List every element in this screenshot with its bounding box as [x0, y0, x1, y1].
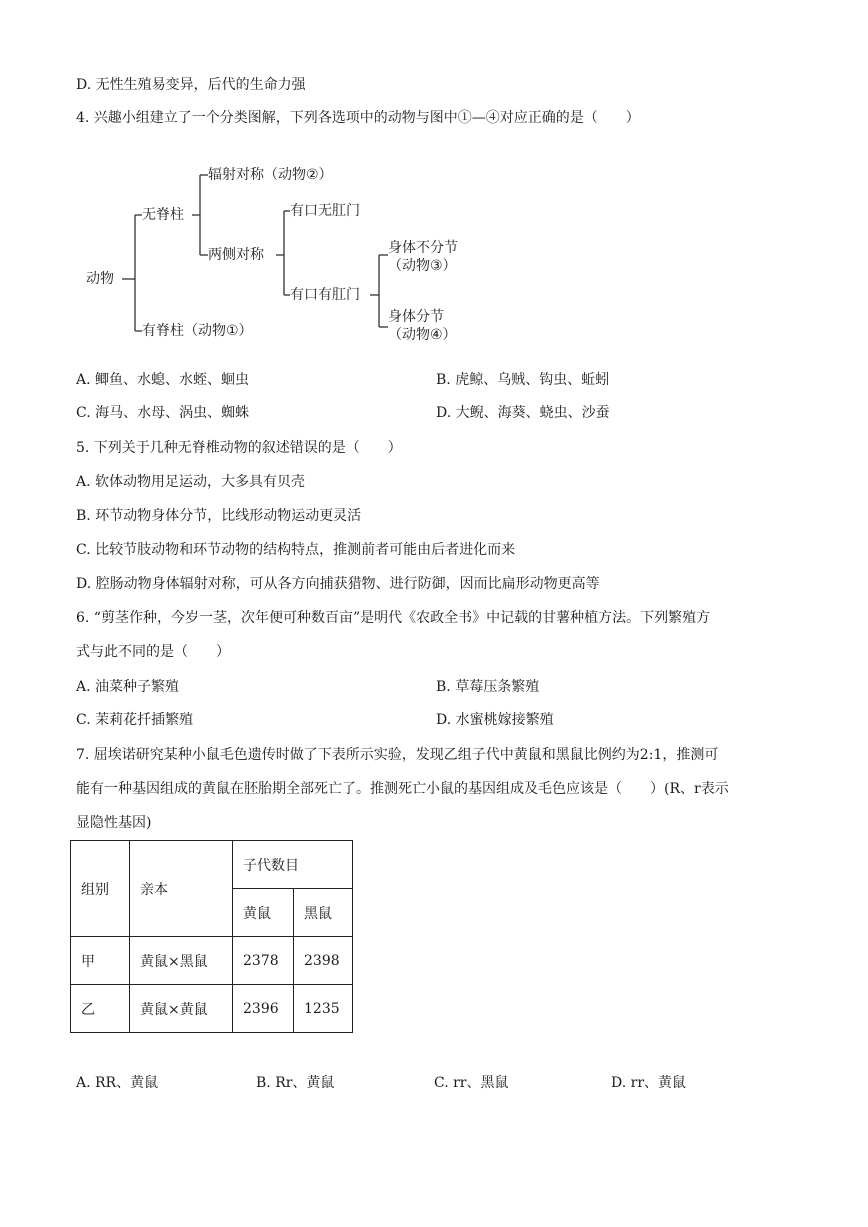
header-group: 组别 [71, 841, 130, 937]
table-row [71, 937, 353, 985]
q5-option-d: D. 腔肠动物身体辐射对称，可从各方向捕获猎物、进行防御，因而比扁形动物更高等 [76, 576, 600, 592]
q6-option-b: B. 草莓压条繁殖 [436, 679, 540, 695]
diagram-mouth-anus: 有口有肛门 [290, 287, 360, 303]
q4-option-d: D. 大鲵、海葵、蛲虫、沙蚕 [436, 405, 610, 421]
diagram-animal-3: （动物③） [388, 258, 457, 274]
header-offspring: 子代数目 [233, 841, 353, 889]
cell-yellow: 2378 [233, 937, 294, 985]
q6-option-d: D. 水蜜桃嫁接繁殖 [436, 712, 554, 728]
diagram-bilateral: 两侧对称 [208, 247, 264, 263]
cell-group: 甲 [71, 937, 130, 985]
diagram-mouth-no-anus: 有口无肛门 [290, 203, 360, 219]
q4-option-b: B. 虎鲸、乌贼、钩虫、蚯蚓 [436, 372, 610, 388]
q4-option-a: A. 鲫鱼、水螅、水蛭、蛔虫 [76, 372, 250, 388]
q7-stem-line-1: 7. 屈埃诺研究某种小鼠毛色遗传时做了下表所示实验，发现乙组子代中黄鼠和黑鼠比例约为2:1，推测可 [76, 747, 719, 763]
diagram-invertebrate: 无脊柱 [142, 207, 184, 223]
q7-option-a: A. RR、黄鼠 [76, 1075, 159, 1091]
q6-options-row-1 [76, 677, 796, 697]
header-yellow: 黄鼠 [233, 889, 294, 937]
classification-diagram [76, 155, 496, 355]
q5-option-c: C. 比较节肢动物和环节动物的结构特点，推测前者可能由后者进化而来 [76, 542, 516, 558]
cell-group: 乙 [71, 985, 130, 1033]
diagram-vertebrate: 有脊柱（动物①） [142, 323, 253, 339]
q5-option-b: B. 环节动物身体分节，比线形动物运动更灵活 [76, 508, 362, 524]
table-row [71, 985, 353, 1033]
q4-option-c: C. 海马、水母、涡虫、蜘蛛 [76, 405, 250, 421]
cell-black: 2398 [294, 937, 353, 985]
q7-data-table [70, 840, 353, 1033]
header-black: 黑鼠 [294, 889, 353, 937]
q4-options-row-2 [76, 403, 796, 423]
q4-stem: 4. 兴趣小组建立了一个分类图解，下列各选项中的动物与图中①—④对应正确的是（ ） [76, 110, 640, 126]
diagram-root: 动物 [86, 271, 114, 287]
q6-stem-line-1: 6. “剪茎作种，今岁一茎，次年便可种数百亩”是明代《农政全书》中记载的甘薯种植方法。下列繁殖方 [76, 610, 711, 626]
table-header-row [71, 841, 353, 889]
diagram-unsegmented: 身体不分节 [388, 240, 458, 256]
q7-option-b: B. Rr、黄鼠 [256, 1075, 335, 1091]
diagram-segmented: 身体分节 [388, 309, 444, 325]
diagram-animal-4: （动物④） [388, 327, 457, 343]
q5-stem: 5. 下列关于几种无脊椎动物的叙述错误的是（ ） [76, 440, 402, 456]
q6-option-a: A. 油菜种子繁殖 [76, 679, 180, 695]
cell-parent: 黄鼠×黑鼠 [130, 937, 233, 985]
q6-stem-line-2: 式与此不同的是（ ） [76, 644, 230, 660]
q7-options-row [76, 1073, 796, 1093]
q3-option-d: D. 无性生殖易变异，后代的生命力强 [76, 77, 306, 93]
q7-stem-line-2: 能有一种基因组成的黄鼠在胚胎期全部死亡了。推测死亡小鼠的基因组成及毛色应该是（ ）(R、r表示 [76, 781, 729, 797]
q4-options-row-1 [76, 370, 796, 390]
q7-option-c: C. rr、黑鼠 [434, 1075, 509, 1091]
cell-black: 1235 [294, 985, 353, 1033]
q6-options-row-2 [76, 710, 796, 730]
q7-option-d: D. rr、黄鼠 [611, 1075, 687, 1091]
diagram-radial: 辐射对称（动物②） [208, 167, 333, 183]
header-parent: 亲本 [130, 841, 233, 937]
q5-option-a: A. 软体动物用足运动，大多具有贝壳 [76, 474, 306, 490]
q7-stem-line-3: 显隐性基因) [76, 815, 152, 831]
q6-option-c: C. 茉莉花扦插繁殖 [76, 712, 194, 728]
cell-yellow: 2396 [233, 985, 294, 1033]
cell-parent: 黄鼠×黄鼠 [130, 985, 233, 1033]
